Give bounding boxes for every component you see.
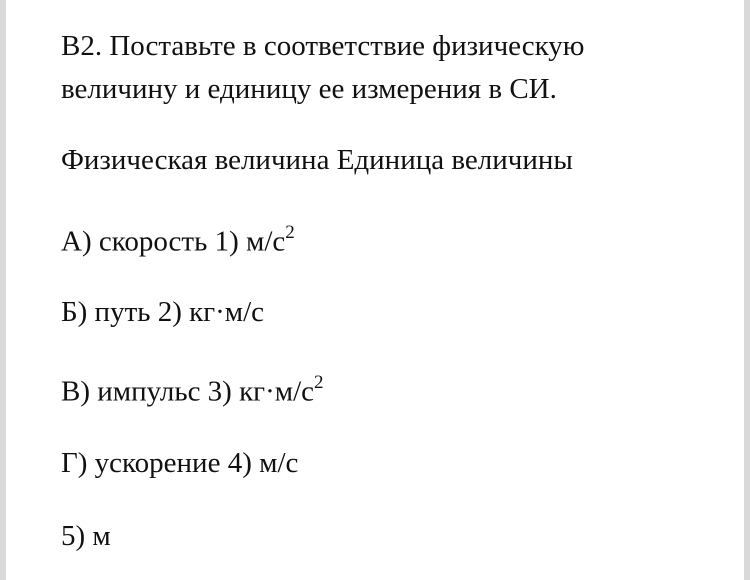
- task-title-line-1: В2. Поставьте в соответствие физическую: [61, 30, 585, 62]
- right-frame-border: [744, 0, 750, 580]
- match-row-a-text: А) скорость 1) м/с: [61, 225, 286, 258]
- match-row-v-text: В) импульс 3) кг·м/с: [61, 375, 315, 408]
- unit-option-5-text: 5) м: [61, 520, 111, 552]
- match-row-g-text: Г) ускорение 4) м/с: [61, 447, 299, 479]
- column-header: Физическая величина Единица величины: [61, 144, 573, 176]
- task-title-line-2: величину и единицу ее измерения в СИ.: [61, 73, 557, 105]
- left-frame-border: [0, 0, 6, 580]
- match-row-a: [61, 224, 295, 259]
- match-row-b: [61, 296, 264, 329]
- unit-option-5: [61, 520, 111, 553]
- match-row-a-superscript: 2: [285, 222, 295, 243]
- match-row-v-superscript: 2: [314, 372, 324, 393]
- match-row-v: [61, 374, 324, 409]
- match-row-b-text: Б) путь 2) кг·м/с: [61, 296, 265, 328]
- match-row-g: [61, 447, 298, 480]
